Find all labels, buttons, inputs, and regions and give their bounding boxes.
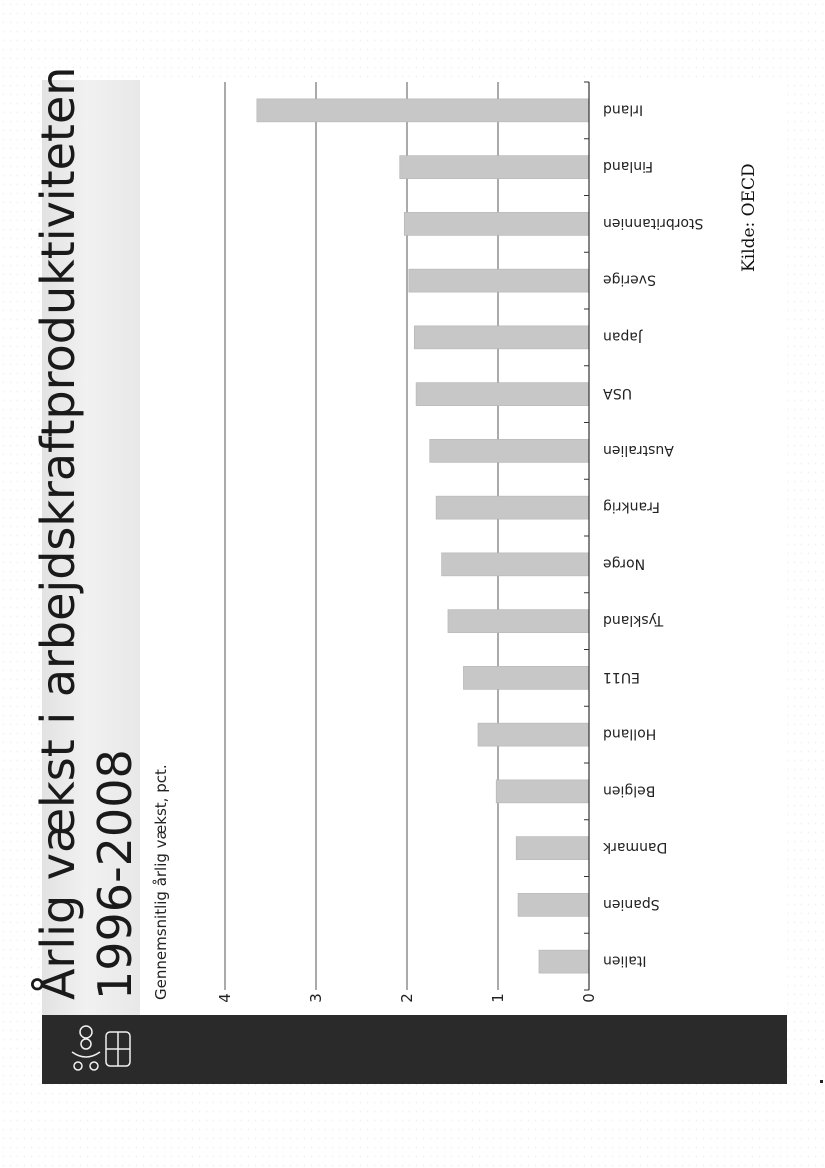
value-tick-label: 3 [307,993,325,1003]
category-label-danmark: Danmark [603,839,668,856]
category-label-irland: Irland [603,101,644,118]
chart-title-line-2: 1996-2008 [88,749,142,1000]
bar-belgien [496,780,589,803]
category-label-italien: Italien [603,952,647,969]
category-label-usa: USA [603,385,632,402]
category-label-frankrig: Frankrig [603,498,660,515]
category-label-japan: Japan [603,328,643,345]
category-labels [602,101,703,968]
bar-storbritannien [404,212,589,235]
bar-spanien [518,893,589,916]
bar-frankrig [436,496,589,519]
bar-danmark [516,837,589,860]
chart-subtitle: Gennemsnitlig årlig vækst, pct. [152,764,170,1000]
category-label-eu11: EU11 [603,668,640,685]
category-label-belgien: Belgien [603,782,656,799]
bar-japan [414,326,589,349]
category-label-finland: Finland [603,158,654,175]
bar-australien [430,439,589,462]
category-label-australien: Australien [603,441,674,458]
value-tick-labels [216,993,598,1003]
bar-usa [416,383,589,406]
scan-speck [820,1080,823,1083]
category-label-holland: Holland [603,725,657,742]
value-tick-label: 4 [216,993,234,1003]
category-label-spanien: Spanien [603,895,660,912]
value-tick-label: 0 [580,993,598,1003]
source-note: Kilde: OECD [739,163,759,272]
value-tick-label: 2 [398,993,416,1003]
category-label-tyskland: Tyskland [603,612,664,629]
bar-sverige [409,269,589,292]
bar-irland [257,99,589,122]
value-tick-label: 1 [489,993,507,1003]
bar-italien [539,950,589,973]
category-label-sverige: Sverige [603,271,656,288]
bar-eu11 [463,666,589,689]
category-label-norge: Norge [603,555,646,572]
bar-holland [478,723,589,746]
bar-tyskland [448,610,589,633]
chart-title-line-1: Årlig vækst i arbejdskraftproduktiviteten [31,66,85,1000]
bar-norge [442,553,589,576]
bars [257,99,589,973]
bar-finland [400,156,589,179]
category-label-storbritannien: Storbritannien [603,214,704,231]
